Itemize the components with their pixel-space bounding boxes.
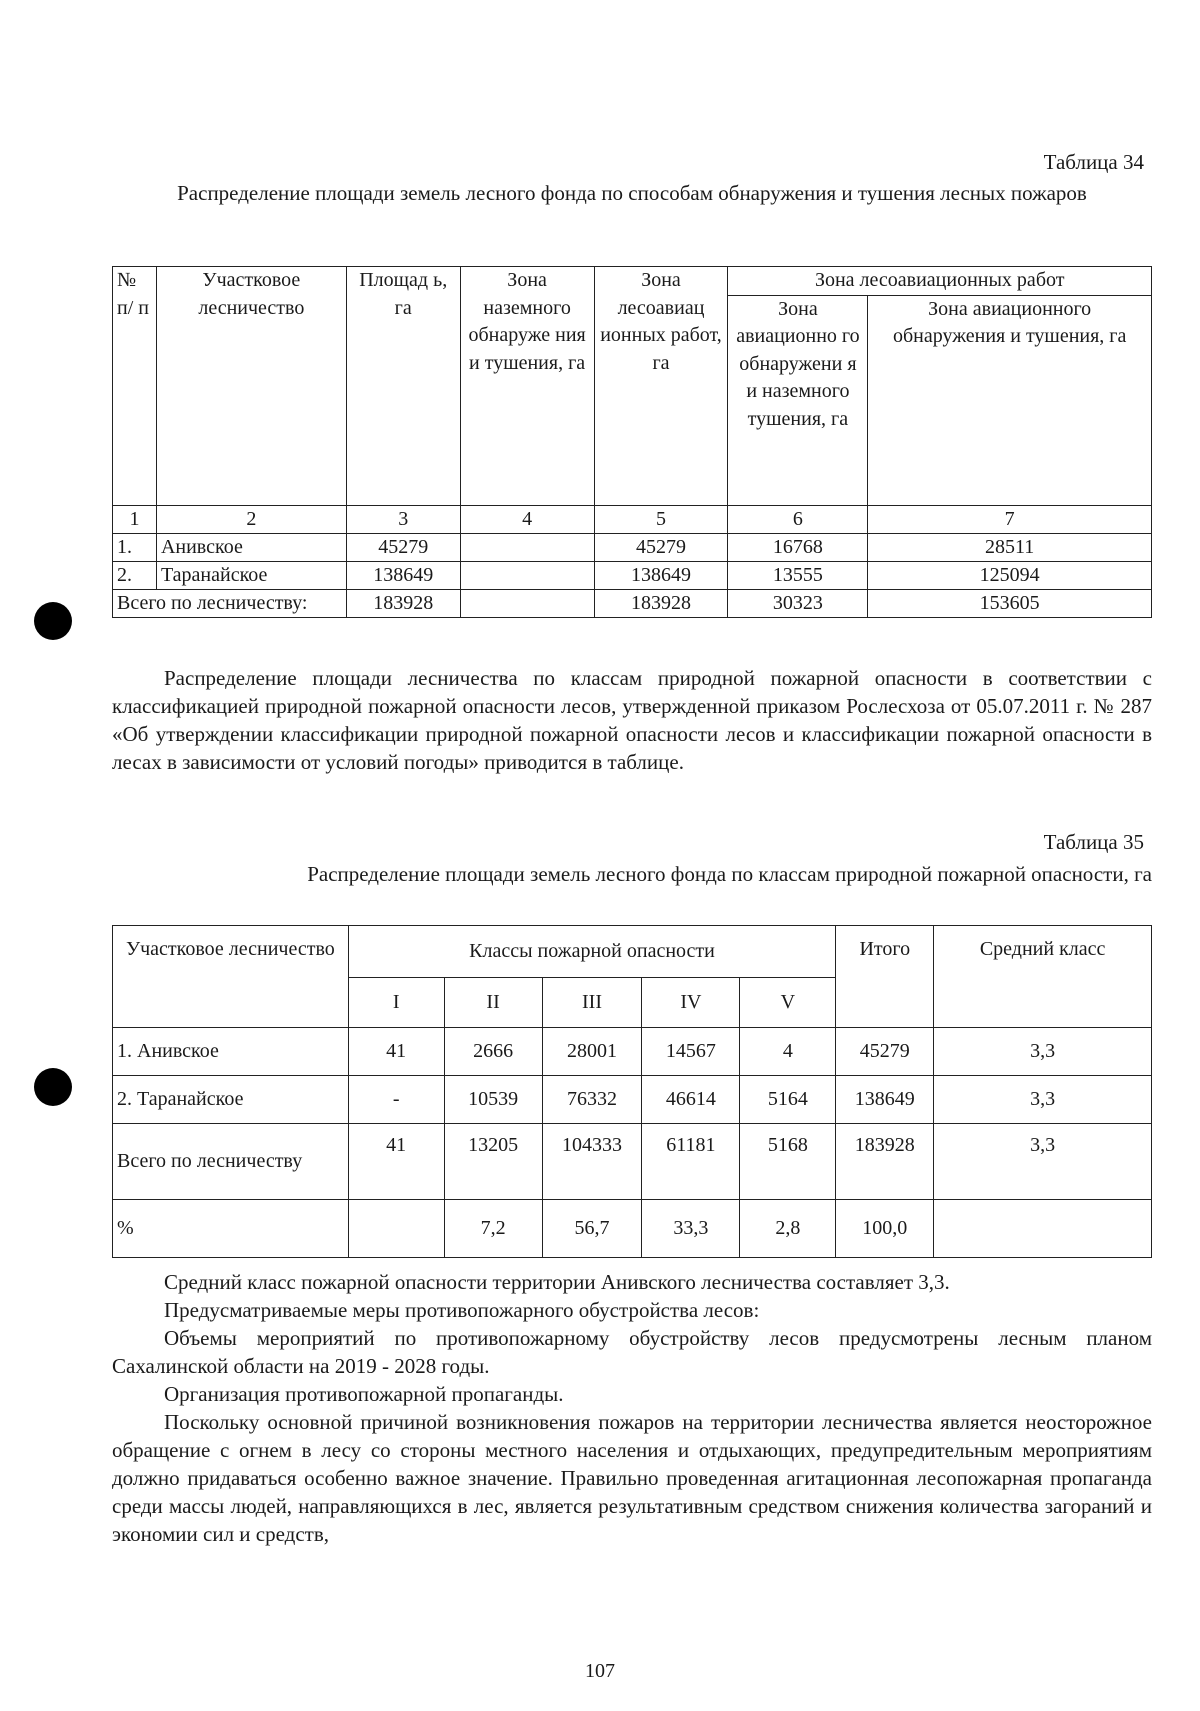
punch-hole-mark (34, 602, 72, 640)
table34 (112, 266, 1152, 618)
total-avzone: 183928 (594, 589, 728, 617)
t34-colnum: 1 (113, 505, 157, 533)
row-cell: 4 (740, 1028, 836, 1076)
row-total: 100,0 (836, 1200, 934, 1258)
row-cell: 46614 (642, 1076, 740, 1124)
row-cell: - (348, 1076, 444, 1124)
row-ground (460, 533, 594, 561)
row-avg: 3,3 (934, 1076, 1152, 1124)
t34-header-forestry: Участковое лесничество (156, 267, 346, 506)
t34-colnum: 5 (594, 505, 728, 533)
row-avfull: 125094 (868, 561, 1152, 589)
table-row (113, 1076, 1152, 1124)
body-line: Средний класс пожарной опасности территории Анивского лесничества составляет 3,3. (164, 1270, 950, 1294)
t34-header-aviation-zone: Зона лесоавиац ионных работ, га (594, 267, 728, 506)
row-avground: 16768 (728, 533, 868, 561)
t35-class-label: IV (642, 978, 740, 1028)
total-area: 183928 (346, 589, 460, 617)
row-area: 45279 (346, 533, 460, 561)
row-cell: 76332 (542, 1076, 642, 1124)
body-line: Организация противопожарной пропаганды. (164, 1382, 564, 1406)
table-row (113, 1200, 1152, 1258)
body-line: Поскольку основной причиной возникновения пожаров на территории лесничества является неосторожное обращение с огнем в лесу со стороны местного населения и отдыхающих, предупредительным мероприятиям должно придаваться особенно важное значение. Правильно проведенная агитационная лесопожарная пропаганда среди массы людей, направляющихся в лес, является результативным средством снижения количества загораний и экономии сил и средств, (112, 1410, 1152, 1546)
row-cell: 5168 (740, 1124, 836, 1200)
body-text (112, 1268, 1152, 1548)
table-total-row (113, 589, 1152, 617)
row-name: Всего по лесничеству (113, 1124, 349, 1200)
t35-header-forestry: Участковое лесничество (113, 926, 349, 1028)
row-avg (934, 1200, 1152, 1258)
t35-header-avg: Средний класс (934, 926, 1152, 1028)
row-total: 183928 (836, 1124, 934, 1200)
row-avfull: 28511 (868, 533, 1152, 561)
t35-class-label: I (348, 978, 444, 1028)
row-num: 2. (113, 561, 157, 589)
t34-header-ground: Зона наземного обнаруже ния и тушения, га (460, 267, 594, 506)
row-avg: 3,3 (934, 1124, 1152, 1200)
intro-paragraph (112, 664, 1152, 776)
t34-colnum: 7 (868, 505, 1152, 533)
row-name: 1. Анивское (113, 1028, 349, 1076)
row-cell: 41 (348, 1124, 444, 1200)
row-area: 138649 (346, 561, 460, 589)
t34-colnum: 6 (728, 505, 868, 533)
row-total: 138649 (836, 1076, 934, 1124)
row-cell: 7,2 (444, 1200, 542, 1258)
body-line: Объемы мероприятий по противопожарному обустройству лесов предусмотрены лесным планом Сахалинской области на 2019 - 2028 годы. (112, 1326, 1152, 1378)
t34-header-aviation-ground: Зона авиационно го обнаружени я и наземного тушения, га (728, 295, 868, 505)
table-row (113, 1124, 1152, 1200)
page-number: 107 (585, 1660, 615, 1682)
total-label: Всего по лесничеству: (113, 589, 347, 617)
t34-header-aviation-full: Зона авиационного обнаружения и тушения, га (868, 295, 1152, 505)
t34-header-num: № п/ п (113, 267, 157, 506)
body-line: Предусматриваемые меры противопожарного обустройства лесов: (164, 1298, 760, 1322)
total-avfull: 153605 (868, 589, 1152, 617)
row-cell: 2,8 (740, 1200, 836, 1258)
t35-header-total: Итого (836, 926, 934, 1028)
row-total: 45279 (836, 1028, 934, 1076)
row-name: 2. Таранайское (113, 1076, 349, 1124)
row-cell: 56,7 (542, 1200, 642, 1258)
row-cell: 5164 (740, 1076, 836, 1124)
row-name: Анивское (156, 533, 346, 561)
table-row (113, 561, 1152, 589)
punch-hole-mark (34, 1068, 72, 1106)
row-num: 1. (113, 533, 157, 561)
table35 (112, 925, 1152, 1258)
row-cell: 104333 (542, 1124, 642, 1200)
table35-label: Таблица 35 (1043, 830, 1144, 854)
total-ground (460, 589, 594, 617)
t34-header-aviation-group: Зона лесоавиационных работ (728, 267, 1152, 296)
row-ground (460, 561, 594, 589)
row-cell: 61181 (642, 1124, 740, 1200)
row-avzone: 138649 (594, 561, 728, 589)
t35-header-classes: Классы пожарной опасности (348, 926, 836, 978)
row-cell: 10539 (444, 1076, 542, 1124)
row-name: Таранайское (156, 561, 346, 589)
row-cell: 28001 (542, 1028, 642, 1076)
row-cell: 13205 (444, 1124, 542, 1200)
row-cell: 41 (348, 1028, 444, 1076)
table-row (113, 533, 1152, 561)
table34-title: Распределение площади земель лесного фонда по способам обнаружения и тушения лесных пожаров (177, 181, 1087, 205)
paragraph-text: Распределение площади лесничества по классам природной пожарной опасности в соответствии с классификацией природной пожарной опасности лесов, утвержденной приказом Рослесхоза от 05.07.2011 г. № 287 «Об утверждении классификации природной пожарной опасности лесов и классификации пожарной опасности в лесах в зависимости от условий погоды» приводится в таблице. (112, 666, 1152, 774)
row-cell (348, 1200, 444, 1258)
row-avg: 3,3 (934, 1028, 1152, 1076)
row-avground: 13555 (728, 561, 868, 589)
t34-header-area: Площад ь, га (346, 267, 460, 506)
table-row (113, 1028, 1152, 1076)
row-cell: 33,3 (642, 1200, 740, 1258)
row-name: % (113, 1200, 349, 1258)
t34-colnum: 3 (346, 505, 460, 533)
row-avzone: 45279 (594, 533, 728, 561)
row-cell: 2666 (444, 1028, 542, 1076)
t34-colnum: 4 (460, 505, 594, 533)
t35-class-label: III (542, 978, 642, 1028)
t35-class-label: II (444, 978, 542, 1028)
t34-colnum: 2 (156, 505, 346, 533)
total-avground: 30323 (728, 589, 868, 617)
t35-class-label: V (740, 978, 836, 1028)
table34-label: Таблица 34 (1043, 150, 1144, 174)
table35-title: Распределение площади земель лесного фонда по классам природной пожарной опасности, га (307, 862, 1152, 886)
row-cell: 14567 (642, 1028, 740, 1076)
